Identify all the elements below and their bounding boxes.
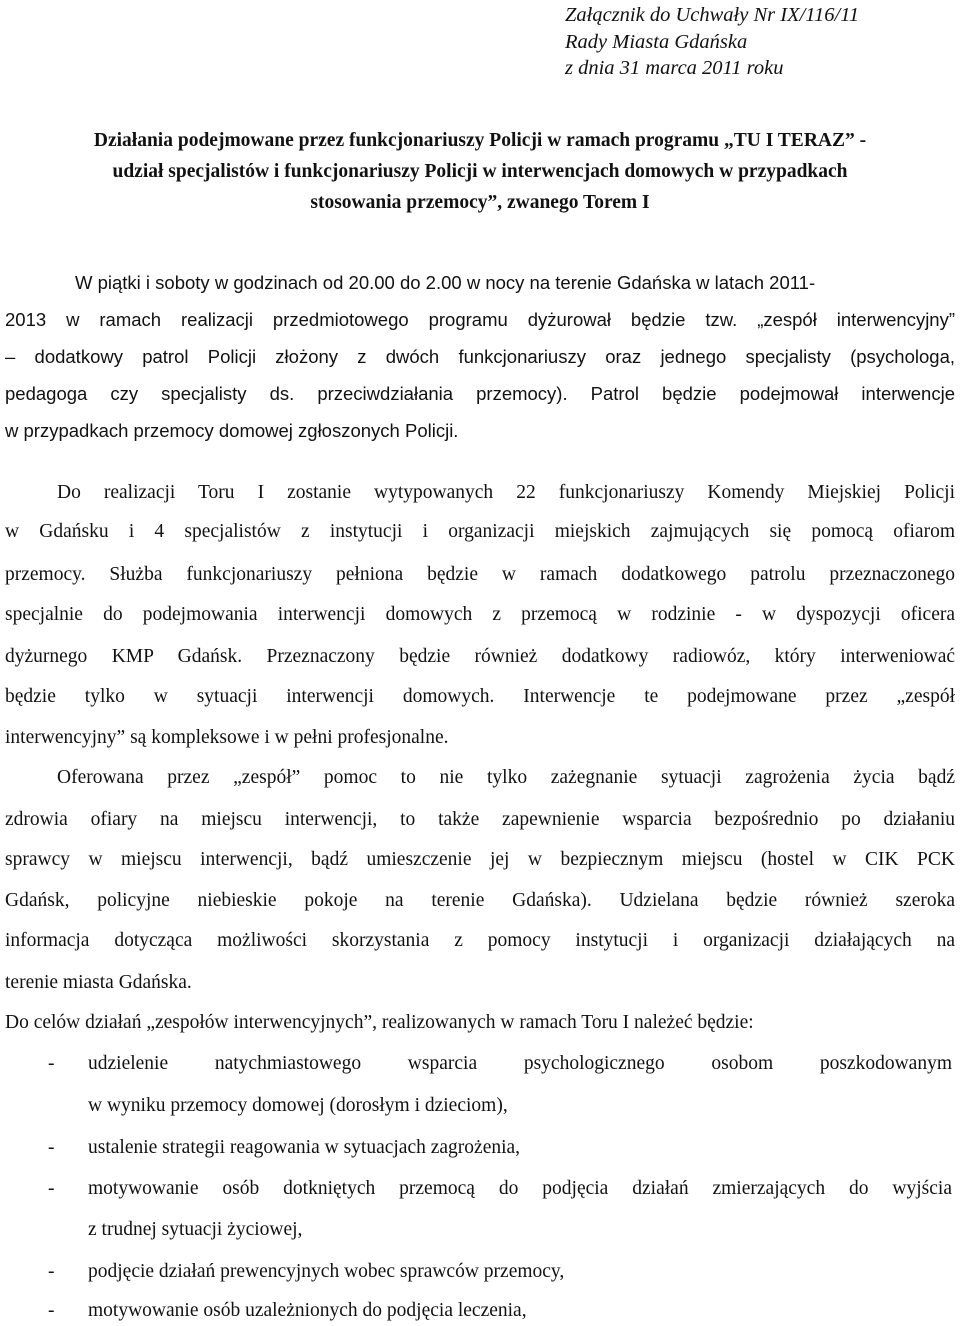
paragraph-line: przemocy. Służba funkcjonariuszy pełniona będzie w ramach dodatkowego patrolu przeznaczonego (5, 564, 955, 585)
header-line: Rady Miasta Gdańska (565, 30, 748, 53)
paragraph-line: interwencyjny” są kompleksowe i w pełni profesjonalne. (5, 727, 449, 748)
list-item: z trudnej sytuacji życiowej, (88, 1219, 303, 1240)
paragraph-line: zdrowia ofiary na miejscu interwencji, to także zapewnienie wsparcia bezpośrednio po działaniu (5, 809, 955, 830)
list-item: motywowanie osób uzależnionych do podjęcia leczenia, (88, 1300, 527, 1321)
paragraph-line: sprawcy w miejscu interwencji, bądź umieszczenie jej w bezpiecznym miejscu (hostel w CIK PCK (5, 849, 955, 870)
title-line: Działania podejmowane przez funkcjonariuszy Policji w ramach programu „TU I TERAZ” - (93, 130, 867, 151)
list-item: motywowanie osób dotkniętych przemocą do podjęcia działań zmierzających do wyjścia (88, 1178, 952, 1199)
document-title (0, 125, 960, 218)
paragraph-line: dyżurnego KMP Gdańsk. Przeznaczony będzie również dodatkowy radiowóz, który interweniować (5, 646, 955, 667)
paragraph-line: Do celów działań „zespołów interwencyjnych”, realizowanych w ramach Toru I należeć będzie: (5, 1012, 754, 1033)
list-dash: - (48, 1178, 55, 1199)
paragraph-line: pedagoga czy specjalisty ds. przeciwdziałania przemocy). Patrol będzie podejmował interwencje (5, 383, 955, 404)
paragraph-line: – dodatkowy patrol Policji złożony z dwóch funkcjonariuszy oraz jednego specjalisty (psychologa, (5, 346, 955, 367)
paragraph-line: w przypadkach przemocy domowej zgłoszonych Policji. (5, 420, 459, 441)
paragraph-line: informacja dotycząca możliwości skorzystania z pomocy instytucji i organizacji działających na (5, 930, 955, 951)
title-line: udział specjalistów i funkcjonariuszy Policji w interwencjach domowych w przypadkach (112, 161, 848, 182)
header-line: z dnia 31 marca 2011 roku (565, 57, 784, 79)
list-dash: - (48, 1137, 55, 1158)
header-line: Załącznik do Uchwały Nr IX/116/11 (565, 4, 860, 26)
list-dash: - (48, 1053, 55, 1074)
paragraph-line: w Gdańsku i 4 specjalistów z instytucji i organizacji miejskich zajmujących się pomocą ofiarom (5, 521, 955, 542)
paragraph-line: Do realizacji Toru I zostanie wytypowanych 22 funkcjonariuszy Komendy Miejskiej Policji (57, 482, 955, 503)
list-item: ustalenie strategii reagowania w sytuacjach zagrożenia, (88, 1137, 521, 1158)
paragraph-line: Oferowana przez „zespół” pomoc to nie tylko zażegnanie sytuacji zagrożenia życia bądź (57, 767, 955, 788)
paragraph-line: Gdańsk, policyjne niebieskie pokoje na terenie Gdańska). Udzielana będzie również szeroka (5, 890, 955, 911)
paragraph-line: W piątki i soboty w godzinach od 20.00 do 2.00 w nocy na terenie Gdańska w latach 2011- (75, 272, 816, 293)
paragraph-line: będzie tylko w sytuacji interwencji domowych. Interwencje te podejmowane przez „zespół (5, 686, 955, 707)
list-dash: - (48, 1261, 55, 1282)
attachment-header (565, 2, 859, 82)
title-line: stosowania przemocy”, zwanego Torem I (310, 192, 650, 213)
paragraph-line: terenie miasta Gdańska. (5, 972, 192, 993)
paragraph-line: 2013 w ramach realizacji przedmiotowego programu dyżurował będzie tzw. „zespół interwencyjny” (5, 309, 955, 330)
list-item: udzielenie natychmiastowego wsparcia psychologicznego osobom poszkodowanym (88, 1053, 952, 1074)
list-item: podjęcie działań prewencyjnych wobec sprawców przemocy, (88, 1261, 565, 1282)
list-dash: - (48, 1300, 55, 1321)
paragraph-line: specjalnie do podejmowania interwencji domowych z przemocą w rodzinie - w dyspozycji oficera (5, 604, 955, 625)
list-item: w wyniku przemocy domowej (dorosłym i dzieciom), (88, 1095, 508, 1116)
